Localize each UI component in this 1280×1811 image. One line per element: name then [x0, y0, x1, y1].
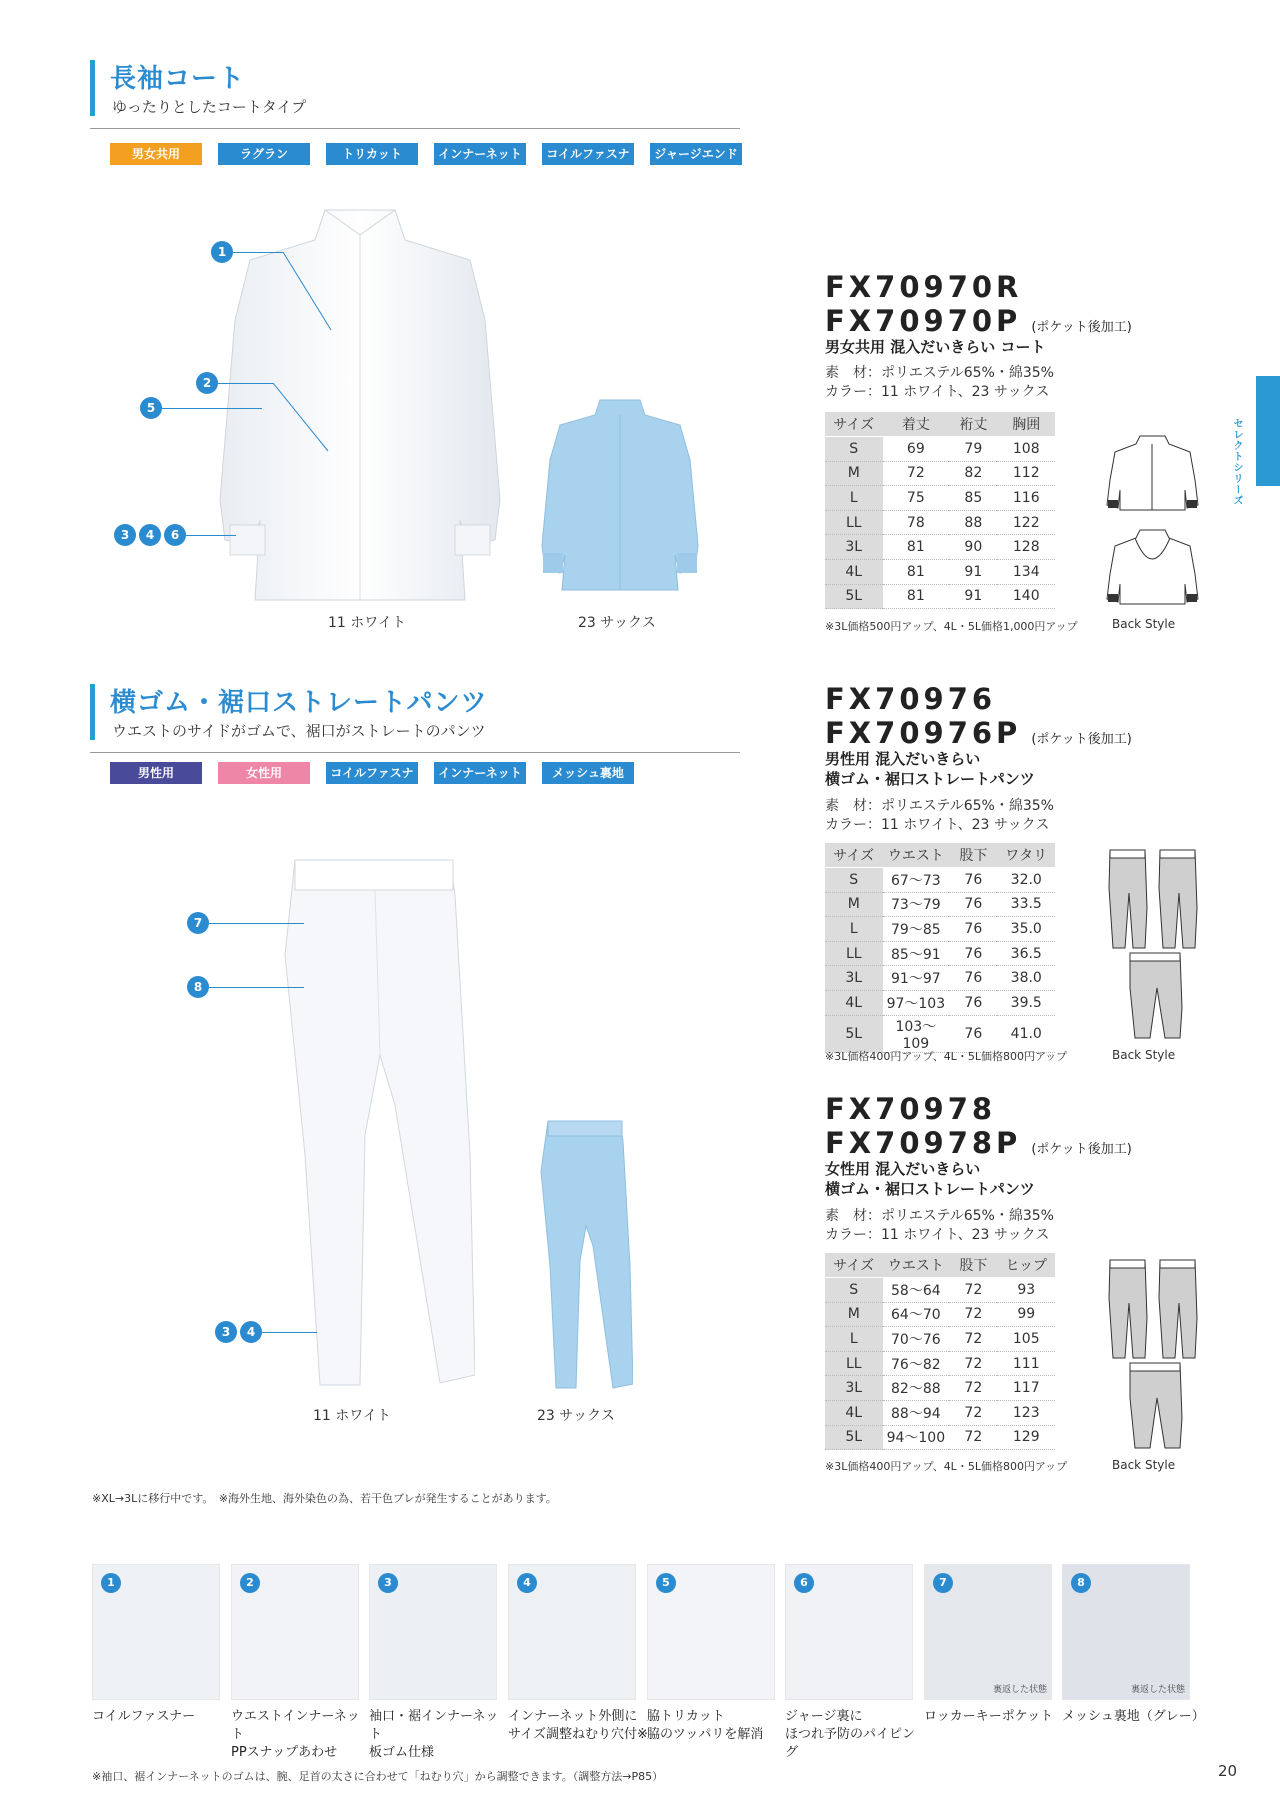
measure-cell: 38.0	[997, 966, 1055, 991]
size-cell: S	[825, 868, 883, 893]
size-cell: L	[825, 917, 883, 942]
measure-cell: 79	[949, 437, 997, 462]
measure-cell: 129	[997, 1425, 1055, 1450]
callout-3: 3	[215, 1321, 237, 1343]
measure-cell: 58～64	[883, 1278, 950, 1303]
measure-cell: 108	[997, 437, 1055, 462]
measure-cell: 72	[949, 1302, 997, 1327]
detail-number-badge: 6	[794, 1573, 814, 1593]
measure-cell: 78	[883, 510, 950, 535]
size-table-2	[825, 843, 1055, 1053]
measure-cell: 85	[949, 486, 997, 511]
back-style-label-1: Back Style	[1112, 617, 1176, 631]
detail-caption	[508, 1708, 648, 1744]
size-cell: 4L	[825, 560, 883, 585]
table-row	[825, 892, 1055, 917]
measure-cell: 134	[997, 560, 1055, 585]
price-note-2: ※3L価格400円アップ、4L・5L価格800円アップ	[825, 1050, 1068, 1063]
coat-back-style-diagram	[1105, 430, 1200, 610]
callout-4: 4	[240, 1321, 262, 1343]
measure-cell: 82～88	[883, 1376, 950, 1401]
callout-1: 1	[211, 241, 233, 263]
measure-cell: 76	[949, 991, 997, 1016]
measure-cell: 117	[997, 1376, 1055, 1401]
measure-cell: 105	[997, 1327, 1055, 1352]
column-header: ヒップ	[997, 1253, 1055, 1278]
back-style-label-2: Back Style	[1112, 1048, 1176, 1062]
measure-cell: 72	[949, 1351, 997, 1376]
table-row	[825, 1376, 1055, 1401]
measure-cell: 33.5	[997, 892, 1055, 917]
detail-caption-line: 脇トリカット	[647, 1709, 725, 1724]
measure-cell: 79～85	[883, 917, 950, 942]
measure-cell: 122	[997, 510, 1055, 535]
size-cell: 4L	[825, 1401, 883, 1426]
feature-tag: コイルファスナー	[542, 143, 634, 165]
page-number: 20	[1218, 1762, 1238, 1780]
size-cell: LL	[825, 1351, 883, 1376]
detail-photo	[92, 1564, 220, 1700]
table-row	[825, 991, 1055, 1016]
measure-cell: 76	[949, 892, 997, 917]
feature-tag: インナーネット	[434, 762, 526, 784]
table-row	[825, 437, 1055, 462]
detail-caption	[647, 1708, 787, 1744]
material-1: 素 材：ポリエステル65%・綿35%	[825, 365, 1054, 381]
pocket-note: (ポケット後加工)	[1031, 320, 1132, 335]
table-row	[825, 1425, 1055, 1450]
material-3: 素 材：ポリエステル65%・綿35%	[825, 1208, 1054, 1224]
detail-caption-line: ロッカーキーポケット	[924, 1709, 1054, 1724]
detail-caption	[924, 1708, 1064, 1726]
product-name-1: 男女共用 混入だいきらい コート	[825, 338, 1046, 356]
column-header: サイズ	[825, 843, 883, 868]
measure-cell: 76～82	[883, 1351, 950, 1376]
callout-6: 6	[164, 524, 186, 546]
size-cell: S	[825, 1278, 883, 1303]
callout-leader	[218, 383, 273, 384]
pocket-note: (ポケット後加工)	[1031, 1142, 1132, 1157]
table-row	[825, 461, 1055, 486]
feature-tag: ジャージエンド	[650, 143, 742, 165]
footnote-bottom: ※袖口、裾インナーネットのゴムは、腕、足首の太さに合わせて「ねむり穴」から調整できます。（調整方法→P85）	[92, 1770, 664, 1783]
measure-cell: 91	[949, 584, 997, 609]
measure-cell: 91	[949, 560, 997, 585]
product-name-2: 男性用 混入だいきらい 横ゴム・裾口ストレートパンツ	[825, 750, 1035, 788]
measure-cell: 94～100	[883, 1425, 950, 1450]
callout-7: 7	[187, 912, 209, 934]
detail-photo	[647, 1564, 775, 1700]
product-code-2a: FX70976	[825, 682, 997, 716]
color-caption-white: 11 ホワイト	[313, 1408, 391, 1424]
measure-cell: 112	[997, 461, 1055, 486]
size-cell: L	[825, 486, 883, 511]
size-cell: M	[825, 461, 883, 486]
measure-cell: 69	[883, 437, 950, 462]
product-name-3: 女性用 混入だいきらい 横ゴム・裾口ストレートパンツ	[825, 1160, 1035, 1198]
coat-sax-image	[540, 395, 700, 595]
column-header: ウエスト	[883, 1253, 950, 1278]
product-code-1b: FX70970P (ポケット後加工)	[825, 304, 1132, 338]
measure-cell: 81	[883, 560, 950, 585]
callout-leader	[233, 252, 283, 253]
pants-back-style-diagram	[1105, 1258, 1200, 1453]
colors-2: カラー：11 ホワイト、23 サックス	[825, 817, 1050, 833]
measure-cell: 39.5	[997, 991, 1055, 1016]
table-row	[825, 1351, 1055, 1376]
size-cell: 5L	[825, 1425, 883, 1450]
callout-leader	[262, 1332, 317, 1333]
section-accent-bar	[90, 684, 95, 740]
column-header: 股下	[949, 1253, 997, 1278]
detail-caption	[1062, 1708, 1205, 1726]
color-caption-sax: 23 サックス	[537, 1408, 615, 1424]
table-row	[825, 486, 1055, 511]
table-row	[825, 1401, 1055, 1426]
detail-caption-line: コイルファスナー	[92, 1709, 196, 1724]
size-cell: LL	[825, 941, 883, 966]
measure-cell: 88～94	[883, 1401, 950, 1426]
size-table-header	[825, 1253, 1055, 1278]
measure-cell: 85～91	[883, 941, 950, 966]
detail-photo	[785, 1564, 913, 1700]
detail-caption-line: インナーネット外側に	[508, 1709, 638, 1724]
table-row	[825, 560, 1055, 585]
detail-photo	[508, 1564, 636, 1700]
callout-3: 3	[114, 524, 136, 546]
measure-cell: 128	[997, 535, 1055, 560]
product-code-1a: FX70970R	[825, 270, 1023, 304]
detail-caption	[369, 1708, 509, 1762]
size-cell: 5L	[825, 584, 883, 609]
pocket-note: (ポケット後加工)	[1031, 732, 1132, 747]
price-note-3: ※3L価格400円アップ、4L・5L価格800円アップ	[825, 1460, 1068, 1473]
callout-5: 5	[140, 397, 162, 419]
product-code-2b: FX70976P (ポケット後加工)	[825, 716, 1132, 750]
feature-tag: 男性用	[110, 762, 202, 784]
measure-cell: 72	[949, 1376, 997, 1401]
section-divider	[90, 128, 740, 129]
size-cell: 4L	[825, 991, 883, 1016]
detail-caption-line: サイズ調整ねむり穴付※	[508, 1727, 648, 1742]
column-header: ワタリ	[997, 843, 1055, 868]
detail-number-badge: 8	[1071, 1573, 1091, 1593]
measure-cell: 72	[949, 1401, 997, 1426]
detail-caption-line: ほつれ予防のパイピング	[785, 1727, 916, 1760]
section-subtitle-coat: ゆったりとしたコートタイプ	[112, 98, 307, 116]
table-row	[825, 966, 1055, 991]
section-title-coat: 長袖コート	[110, 64, 246, 94]
table-row	[825, 1302, 1055, 1327]
feature-tag: 男女共用	[110, 143, 202, 165]
table-row	[825, 868, 1055, 893]
detail-caption-line: メッシュ裏地（グレー）	[1062, 1709, 1205, 1724]
table-row	[825, 1278, 1055, 1303]
section-subtitle-pants: ウエストのサイドがゴムで、裾口がストレートのパンツ	[112, 722, 486, 740]
table-row	[825, 1015, 1055, 1052]
measure-cell: 123	[997, 1401, 1055, 1426]
detail-number-badge: 7	[933, 1573, 953, 1593]
callout-leader	[273, 383, 333, 453]
measure-cell: 73～79	[883, 892, 950, 917]
table-row	[825, 535, 1055, 560]
size-table-3	[825, 1253, 1055, 1450]
colors-3: カラー：11 ホワイト、23 サックス	[825, 1227, 1050, 1243]
callout-leader	[162, 408, 262, 409]
measure-cell: 111	[997, 1351, 1055, 1376]
callout-leader	[186, 535, 236, 536]
detail-number-badge: 2	[240, 1573, 260, 1593]
size-table-header	[825, 843, 1055, 868]
feature-tag: 女性用	[218, 762, 310, 784]
size-cell: S	[825, 437, 883, 462]
measure-cell: 72	[883, 461, 950, 486]
measure-cell: 91～97	[883, 966, 950, 991]
measure-cell: 140	[997, 584, 1055, 609]
detail-caption-line: 板ゴム仕様	[369, 1745, 435, 1760]
feature-tag: メッシュ裏地	[542, 762, 634, 784]
size-cell: 3L	[825, 966, 883, 991]
measure-cell: 72	[949, 1278, 997, 1303]
feature-tag: コイルファスナー	[326, 762, 418, 784]
detail-photo	[924, 1564, 1052, 1700]
measure-cell: 76	[949, 917, 997, 942]
side-index-label: セレクトシリーズ	[1231, 418, 1242, 506]
section-accent-bar	[90, 60, 95, 116]
callout-8: 8	[187, 976, 209, 998]
pants-white-image	[275, 855, 475, 1390]
product-code-3b: FX70978P (ポケット後加工)	[825, 1126, 1132, 1160]
measure-cell: 76	[949, 1015, 997, 1052]
callout-leader	[209, 923, 304, 924]
size-table-1	[825, 412, 1055, 609]
measure-cell: 75	[883, 486, 950, 511]
measure-cell: 97～103	[883, 991, 950, 1016]
feature-tag: ラグラン	[218, 143, 310, 165]
measure-cell: 116	[997, 486, 1055, 511]
detail-caption	[92, 1708, 232, 1726]
measure-cell: 76	[949, 868, 997, 893]
detail-number-badge: 5	[656, 1573, 676, 1593]
table-row	[825, 917, 1055, 942]
measure-cell: 41.0	[997, 1015, 1055, 1052]
detail-photo	[369, 1564, 497, 1700]
detail-number-badge: 1	[101, 1573, 121, 1593]
table-row	[825, 510, 1055, 535]
measure-cell: 76	[949, 941, 997, 966]
measure-cell: 67～73	[883, 868, 950, 893]
column-header: 胸囲	[997, 412, 1055, 437]
color-caption-white: 11 ホワイト	[328, 615, 406, 631]
measure-cell: 81	[883, 584, 950, 609]
measure-cell: 81	[883, 535, 950, 560]
color-caption-sax: 23 サックス	[578, 615, 656, 631]
column-header: 裄丈	[949, 412, 997, 437]
detail-photo	[231, 1564, 359, 1700]
inset-note: 裏返した状態	[1130, 1685, 1185, 1695]
detail-number-badge: 4	[517, 1573, 537, 1593]
detail-number-badge: 3	[378, 1573, 398, 1593]
material-2: 素 材：ポリエステル65%・綿35%	[825, 798, 1054, 814]
size-cell: L	[825, 1327, 883, 1352]
measure-cell: 70～76	[883, 1327, 950, 1352]
measure-cell: 88	[949, 510, 997, 535]
pants-back-style-diagram	[1105, 848, 1200, 1043]
detail-caption	[785, 1708, 925, 1762]
measure-cell: 36.5	[997, 941, 1055, 966]
column-header: サイズ	[825, 412, 883, 437]
measure-cell: 72	[949, 1327, 997, 1352]
callout-4: 4	[139, 524, 161, 546]
size-cell: 3L	[825, 535, 883, 560]
footnote-top: ※XL→3Lに移行中です。 ※海外生地、海外染色の為、若干色ブレが発生することがあります。	[92, 1492, 557, 1505]
detail-caption-line: ジャージ裏に	[785, 1709, 863, 1724]
feature-tag: インナーネット	[434, 143, 526, 165]
table-row	[825, 1327, 1055, 1352]
feature-tag: トリカット	[326, 143, 418, 165]
measure-cell: 103～109	[883, 1015, 950, 1052]
pants-sax-image	[538, 1116, 633, 1391]
detail-caption	[231, 1708, 371, 1762]
size-cell: 3L	[825, 1376, 883, 1401]
measure-cell: 76	[949, 966, 997, 991]
coat-white-image	[215, 200, 505, 610]
size-cell: 5L	[825, 1015, 883, 1052]
detail-caption-line: 脇のツッパリを解消	[647, 1727, 764, 1742]
table-row	[825, 584, 1055, 609]
measure-cell: 93	[997, 1278, 1055, 1303]
callout-leader	[283, 252, 333, 332]
detail-caption-line: PPスナップあわせ	[231, 1745, 338, 1760]
measure-cell: 32.0	[997, 868, 1055, 893]
section-title-pants: 横ゴム・裾口ストレートパンツ	[110, 688, 488, 718]
column-header: サイズ	[825, 1253, 883, 1278]
column-header: 着丈	[883, 412, 950, 437]
detail-caption-line: 袖口・裾インナーネット	[369, 1709, 499, 1742]
size-cell: M	[825, 892, 883, 917]
callout-leader	[209, 987, 304, 988]
price-note-1: ※3L価格500円アップ、4L・5L価格1,000円アップ	[825, 620, 1078, 633]
measure-cell: 90	[949, 535, 997, 560]
measure-cell: 64～70	[883, 1302, 950, 1327]
table-row	[825, 941, 1055, 966]
detail-caption-line: ウエストインナーネット	[231, 1709, 360, 1742]
size-table-header	[825, 412, 1055, 437]
measure-cell: 99	[997, 1302, 1055, 1327]
callout-2: 2	[196, 372, 218, 394]
section-divider	[90, 752, 740, 753]
side-index-tab	[1256, 376, 1280, 486]
size-cell: M	[825, 1302, 883, 1327]
column-header: 股下	[949, 843, 997, 868]
detail-photo	[1062, 1564, 1190, 1700]
measure-cell: 72	[949, 1425, 997, 1450]
back-style-label-3: Back Style	[1112, 1458, 1176, 1472]
product-code-3a: FX70978	[825, 1092, 997, 1126]
size-cell: LL	[825, 510, 883, 535]
colors-1: カラー：11 ホワイト、23 サックス	[825, 384, 1050, 400]
inset-note: 裏返した状態	[992, 1685, 1047, 1695]
measure-cell: 35.0	[997, 917, 1055, 942]
measure-cell: 82	[949, 461, 997, 486]
column-header: ウエスト	[883, 843, 950, 868]
